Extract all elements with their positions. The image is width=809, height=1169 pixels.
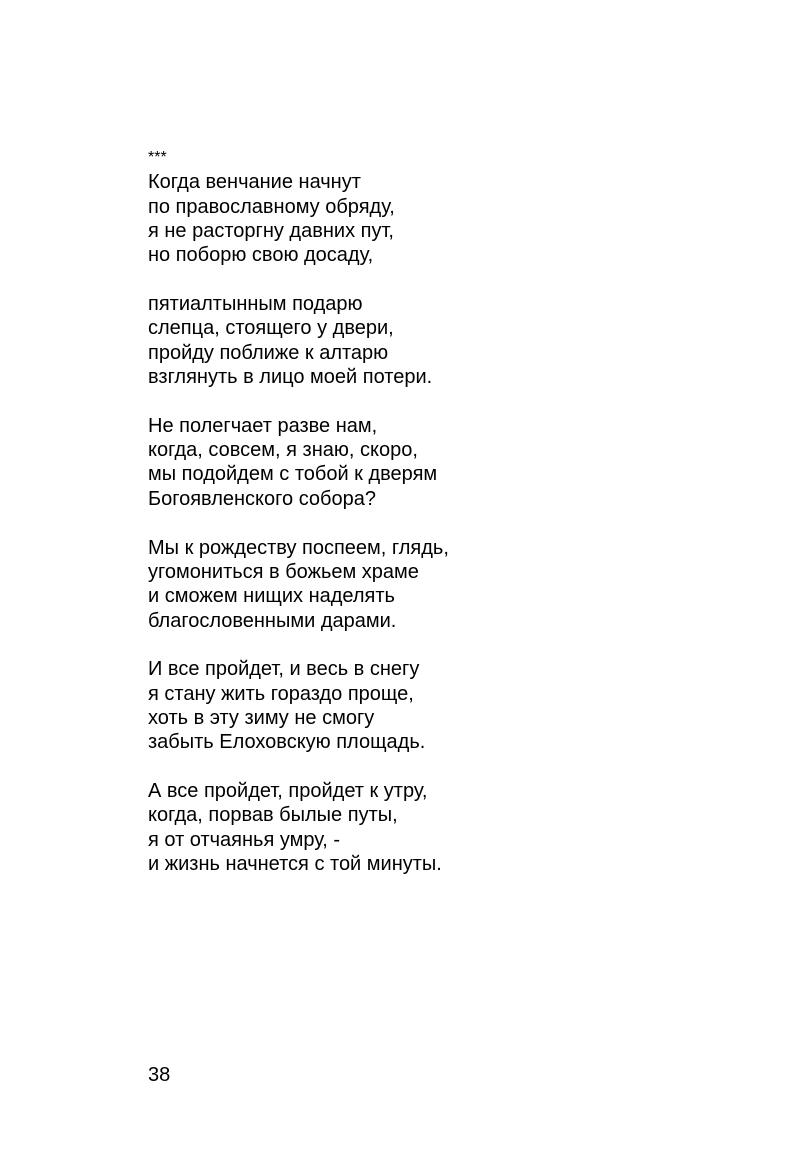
stanza-6	[148, 779, 768, 876]
poem-line: когда, совсем, я знаю, скоро,	[148, 439, 418, 462]
stanza-5	[148, 657, 768, 754]
poem-line: пройду поближе к алтарю	[148, 341, 389, 364]
poem-line: Когда венчание начнут	[148, 171, 361, 194]
stanza-3	[148, 414, 768, 511]
section-marker: ***	[148, 149, 167, 166]
stanza-gap	[148, 755, 768, 779]
poem-line: но поборю свою досаду,	[148, 244, 374, 267]
poem-line: когда, порвав былые путы,	[148, 804, 398, 827]
poem	[148, 146, 768, 876]
poem-line: благословенными дарами.	[148, 609, 397, 632]
poem-line: И все пройдет, и весь в снегу	[148, 658, 420, 681]
stanza-gap	[148, 268, 768, 292]
stanza-gap	[148, 633, 768, 657]
poem-line: и сможем нищих наделять	[148, 585, 395, 608]
poem-line: по православному обряду,	[148, 195, 395, 218]
stanza-gap	[148, 511, 768, 535]
poem-line: я от отчаянья умру, -	[148, 828, 341, 851]
poem-line: Не полегчает разве нам,	[148, 414, 378, 437]
poem-line: взглянуть в лицо моей потери.	[148, 366, 433, 389]
poem-line: угомониться в божьем храме	[148, 560, 419, 583]
page-number: 38	[148, 1064, 171, 1086]
poem-line: мы подойдем с тобой к дверям	[148, 463, 438, 486]
poem-line: слепца, стоящего у двери,	[148, 317, 394, 340]
stanza-2	[148, 292, 768, 389]
poem-line: Богоявленского собора?	[148, 487, 376, 510]
poem-line: и жизнь начнется с той минуты.	[148, 852, 442, 875]
poem-line: Мы к рождеству поспеем, глядь,	[148, 536, 449, 559]
stanza-1	[148, 170, 768, 267]
poem-line: я не расторгну давних пут,	[148, 220, 394, 243]
poem-line: пятиалтынным подарю	[148, 293, 363, 316]
poem-line: А все пройдет, пройдет к утру,	[148, 779, 428, 802]
stanza-gap	[148, 389, 768, 413]
stanza-4	[148, 536, 768, 633]
poem-line: забыть Елоховскую площадь.	[148, 731, 426, 754]
poem-line: я стану жить гораздо проще,	[148, 682, 414, 705]
poem-line: хоть в эту зиму не смогу	[148, 706, 375, 729]
